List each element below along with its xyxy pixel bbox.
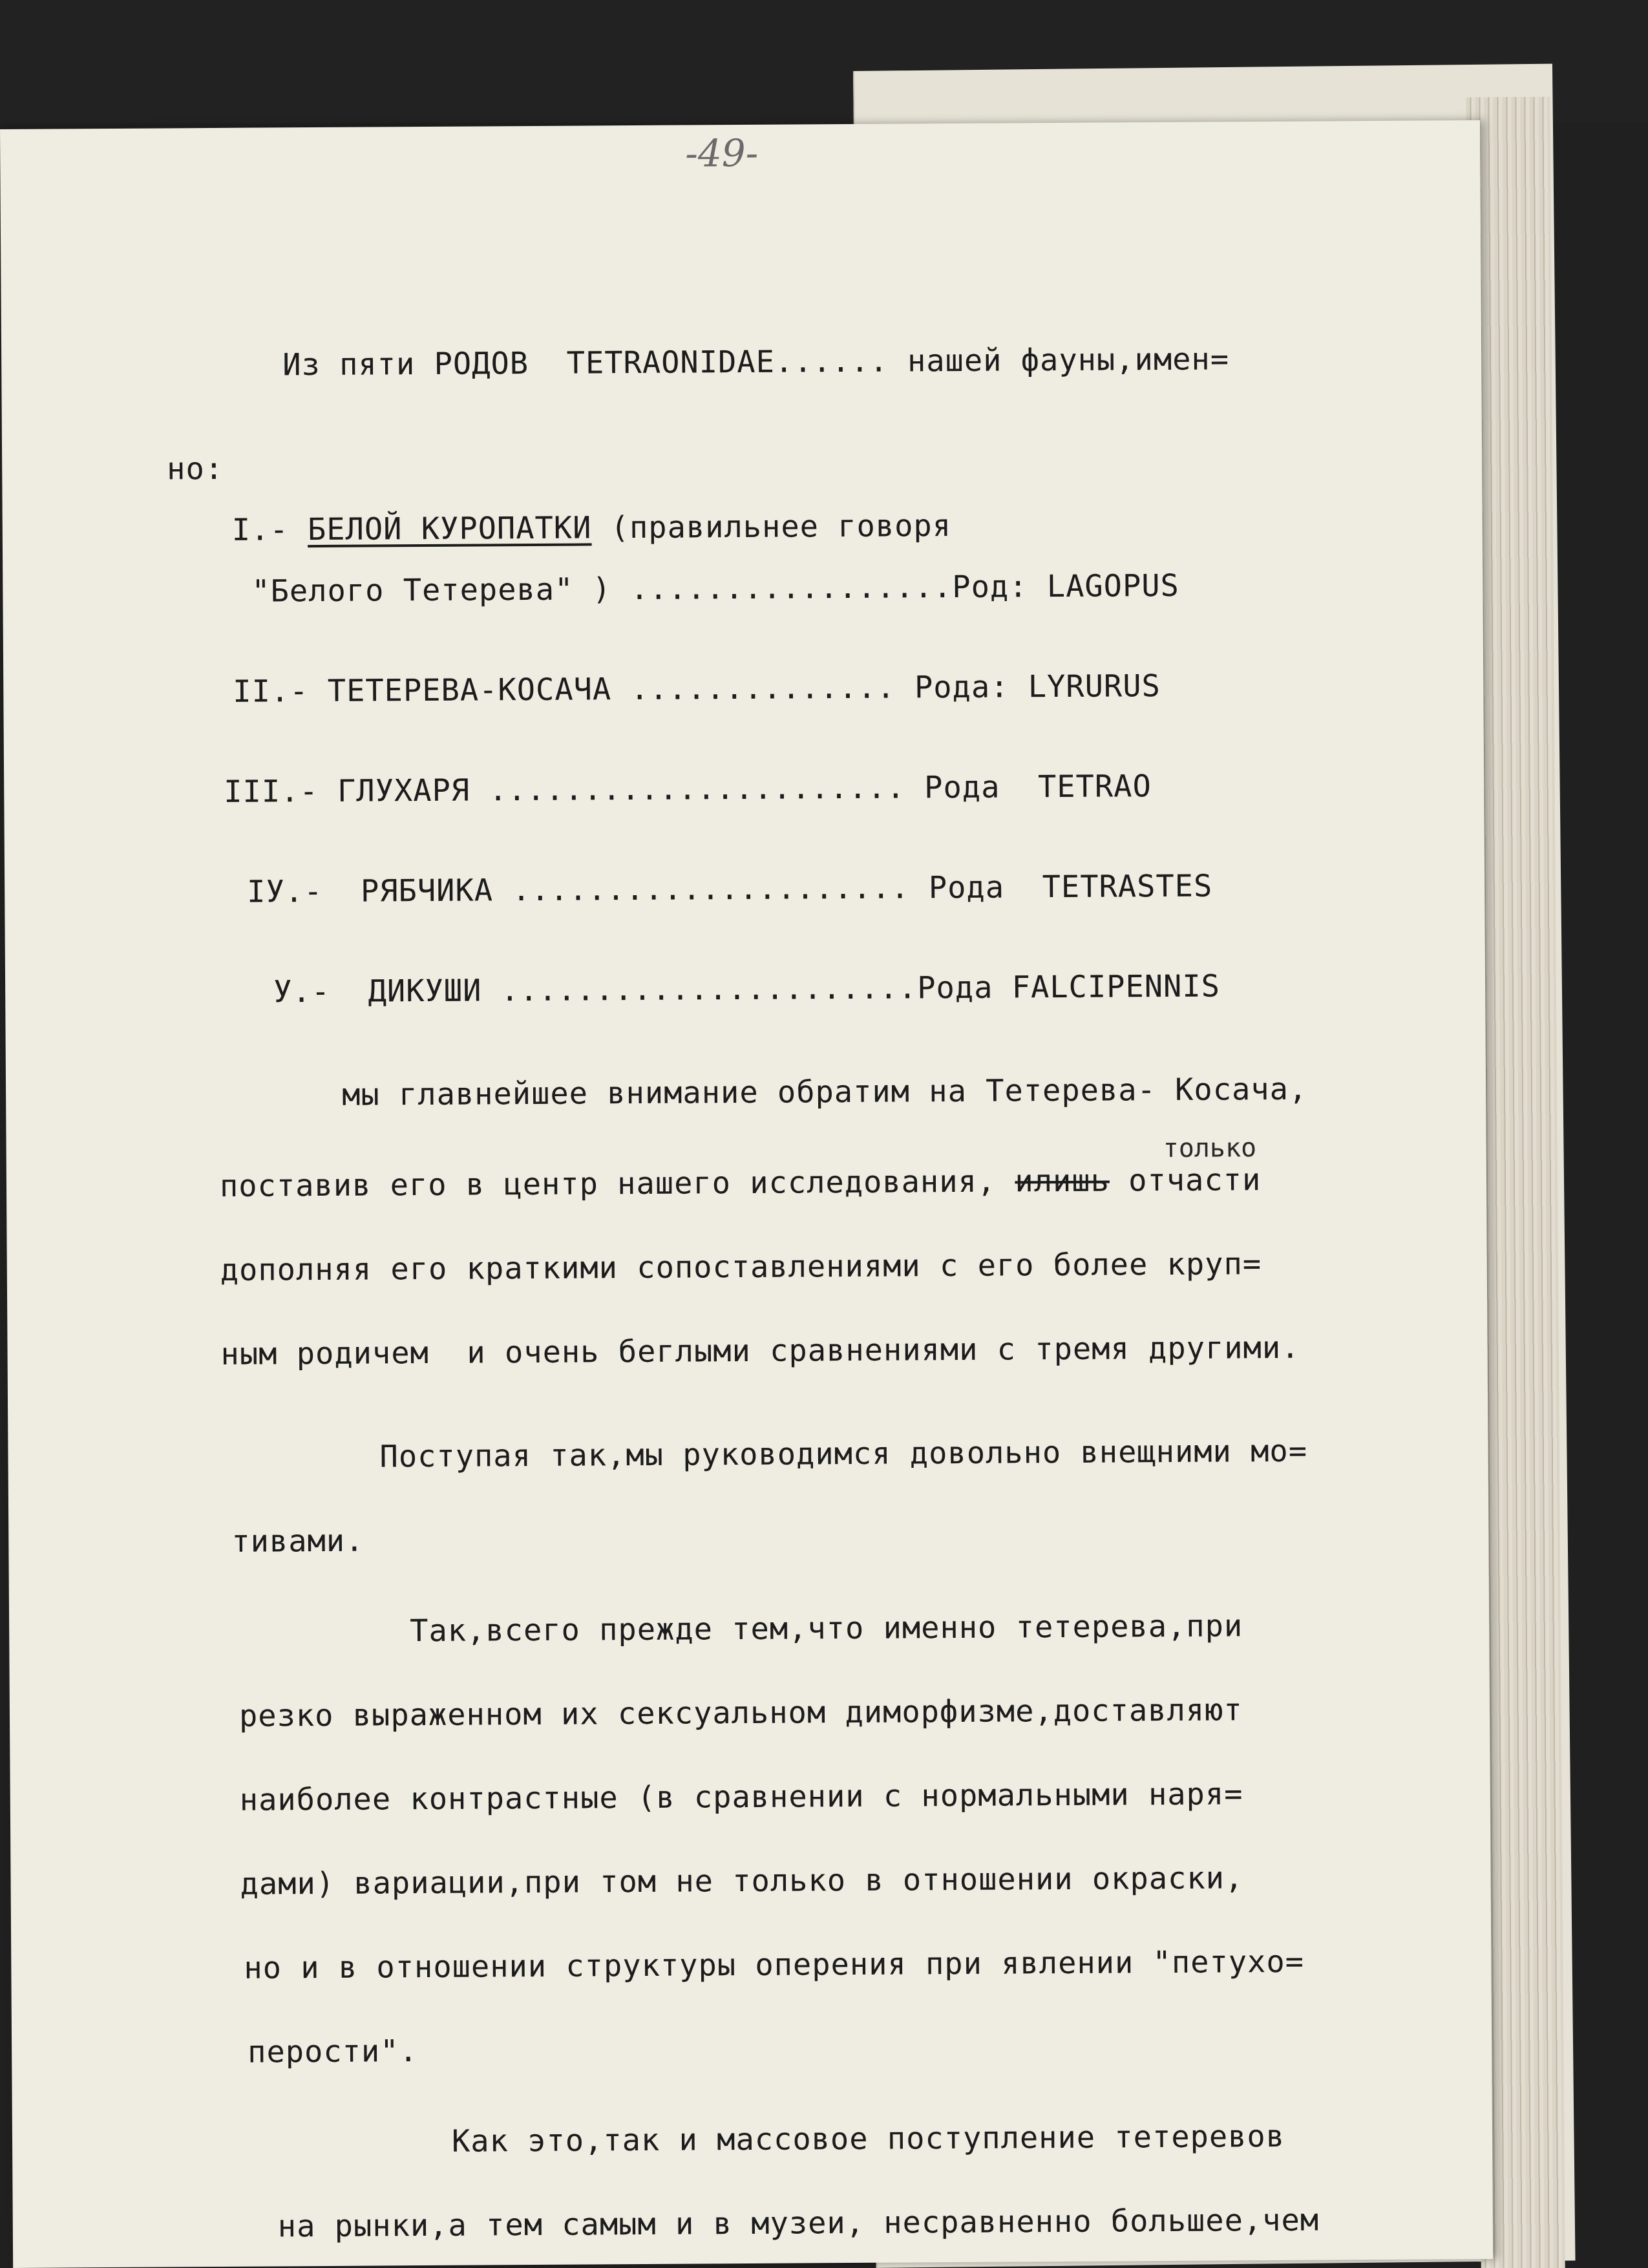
text-line: ным родичем и очень беглыми сравнениями с тремя другими. — [220, 1330, 1300, 1372]
text-line: "Белого Тетерева" ) .................Род: LAGOPUS — [251, 567, 1180, 609]
text-line: резко выраженном их сексуальном диморфизме,доставляют — [238, 1692, 1243, 1734]
text-fragment: (правильнее говоря — [591, 508, 952, 546]
text-line — [220, 1162, 1262, 1204]
text-line: тивами. — [231, 1523, 364, 1560]
text-line: мы главнейшее внимание обратим на Тетерева- Косача, — [341, 1071, 1308, 1113]
text-fragment: отчасти — [1109, 1162, 1262, 1199]
text-line: Из пяти РОДОВ TETRAONIDAE...... нашей фауны,имен= — [282, 341, 1230, 383]
text-line: II.- ТЕТЕРЕВА-КОСАЧА .............. Рода: LYRURUS — [233, 668, 1161, 710]
text-line — [232, 508, 952, 548]
text-line: но и в отношении структуры оперения при явлении "петухо= — [244, 1944, 1305, 1986]
page-number: -49- — [685, 131, 759, 176]
list-number: I.- — [231, 512, 308, 548]
text-fragment: поставив его в центр нашего исследования, — [219, 1163, 1015, 1204]
text-line: Поступая так,мы руководимся довольно внещними мо= — [379, 1433, 1308, 1475]
text-line: на рынки,а тем самым и в музеи, несравненно большее,чем — [277, 2202, 1320, 2245]
text-line: перости". — [248, 2033, 419, 2070]
document-page — [0, 120, 1493, 2268]
handwritten-insertion: только — [1163, 1133, 1257, 1164]
text-line: дополняя его краткими сопоставлениями с его более круп= — [220, 1246, 1262, 1288]
text-line: У.- ДИКУШИ ......................Рода FALCIPENNIS — [273, 968, 1221, 1010]
text-line: наиболее контрастные (в сравнении с нормальными наря= — [239, 1776, 1243, 1818]
text-line: III.- ГЛУХАРЯ ...................... Рода TETRAO — [224, 768, 1152, 810]
underlined-term: БЕЛОЙ КУРОПАТКИ — [307, 510, 592, 548]
text-line: IУ.- РЯБЧИКА ..................... Рода TETRASTES — [247, 868, 1213, 910]
text-line: Как это,так и массовое поступление тетеревов — [451, 2118, 1285, 2159]
struck-word: илишь — [1015, 1163, 1110, 1200]
text-line: но: — [167, 450, 224, 487]
text-line: Так,всего прежде тем,что именно тетерева,при — [410, 1608, 1243, 1649]
text-line: дами) вариации,при том не только в отношении окраски, — [240, 1860, 1244, 1902]
